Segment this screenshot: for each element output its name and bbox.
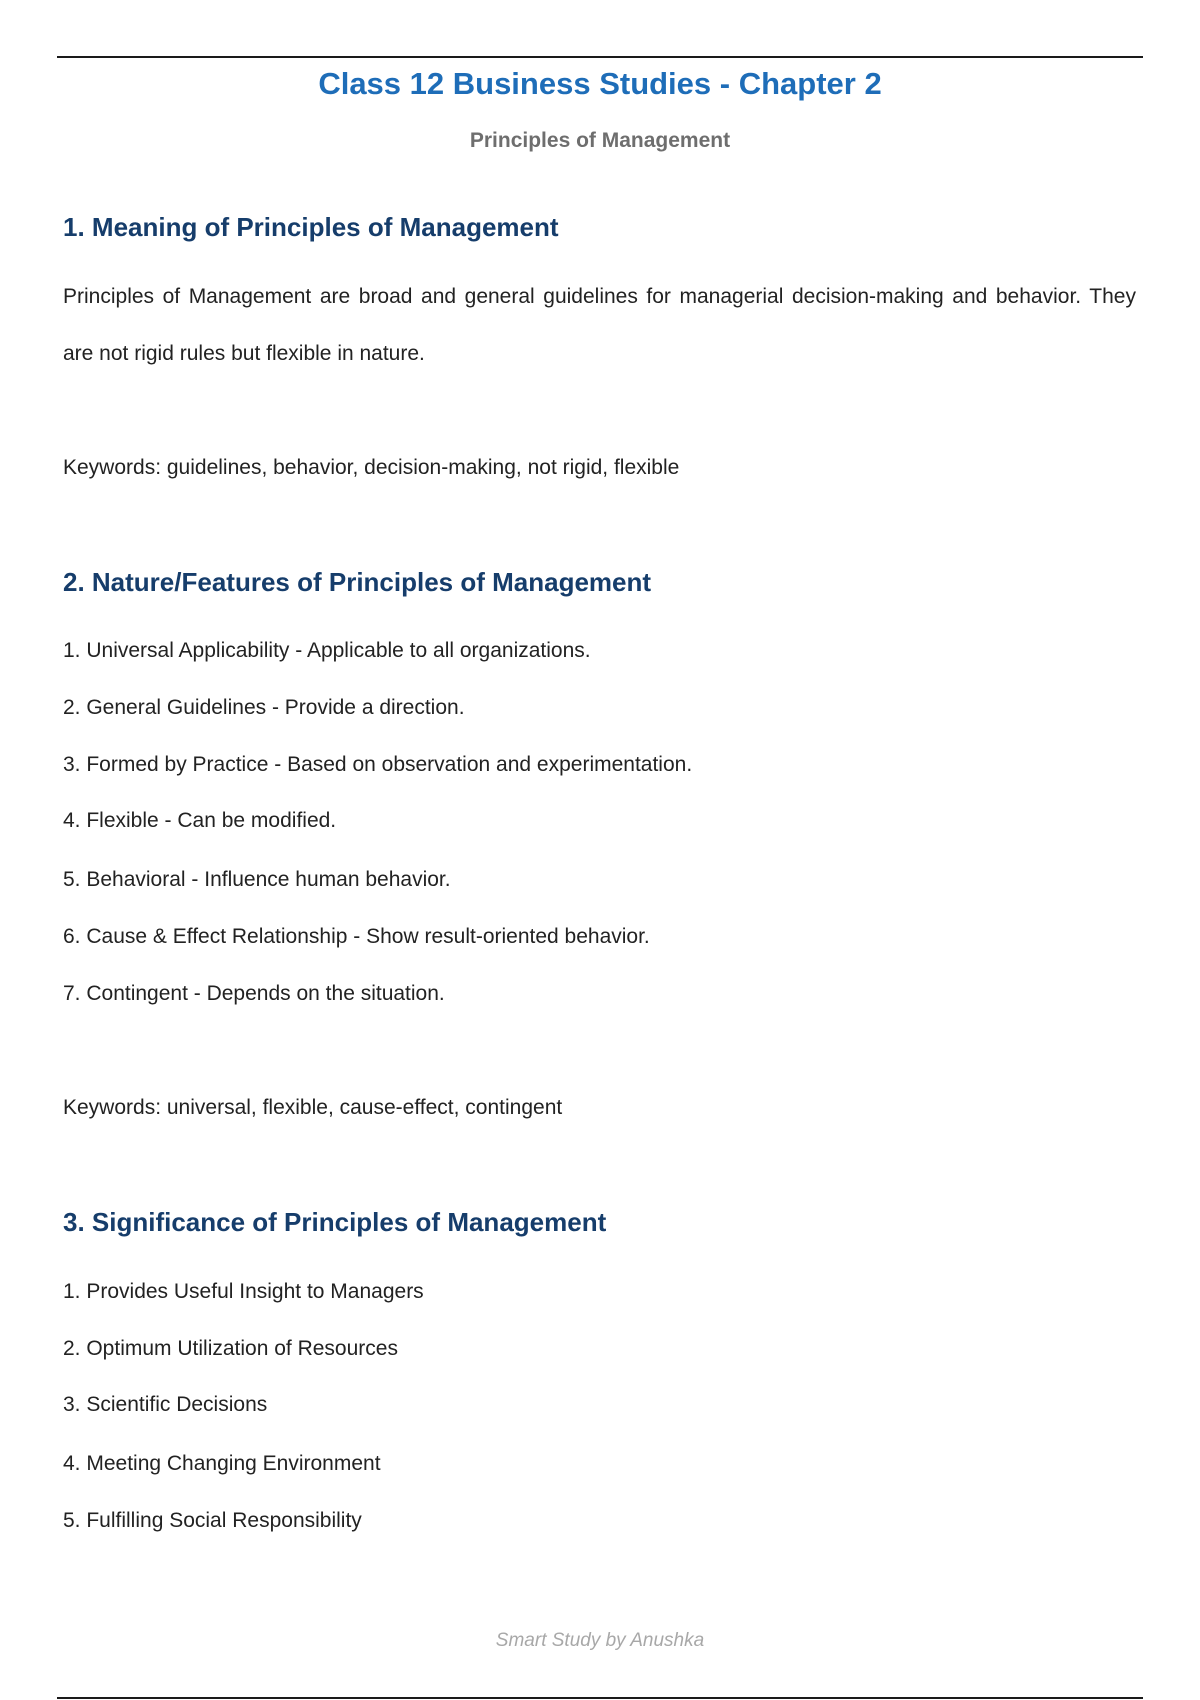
nature-keywords: Keywords: universal, flexible, cause-effect, contingent [63,1096,563,1119]
list-item: 1. Provides Useful Insight to Managers [63,1280,424,1303]
list-item: 3. Scientific Decisions [63,1393,268,1416]
bottom-rule [57,1697,1143,1699]
list-item: 2. General Guidelines - Provide a direction. [63,696,465,719]
list-item: 6. Cause & Effect Relationship - Show result-oriented behavior. [63,925,650,948]
document-subtitle: Principles of Management [469,129,731,152]
footer-watermark: Smart Study by Anushka [495,1630,705,1651]
list-item: 5. Behavioral - Influence human behavior. [63,868,451,891]
section-heading-nature: 2. Nature/Features of Principles of Management [63,567,652,597]
list-item: 4. Meeting Changing Environment [63,1452,381,1475]
list-item: 7. Contingent - Depends on the situation. [63,982,445,1005]
section-heading-significance: 3. Significance of Principles of Management [63,1207,607,1237]
section-heading-meaning: 1. Meaning of Principles of Management [63,212,559,242]
list-item: 2. Optimum Utilization of Resources [63,1337,398,1360]
list-item: 3. Formed by Practice - Based on observation and experimentation. [63,753,693,776]
meaning-paragraph: Principles of Management are broad and general guidelines for managerial decision-making and behavior. They are not rigid rules but flexible in nature. [63,285,1136,365]
meaning-keywords: Keywords: guidelines, behavior, decision-making, not rigid, flexible [63,456,680,479]
list-item: 5. Fulfilling Social Responsibility [63,1509,362,1532]
document-title: Class 12 Business Studies - Chapter 2 [318,66,882,101]
list-item: 4. Flexible - Can be modified. [63,809,337,832]
top-rule [57,56,1143,58]
list-item: 1. Universal Applicability - Applicable to all organizations. [63,639,591,662]
